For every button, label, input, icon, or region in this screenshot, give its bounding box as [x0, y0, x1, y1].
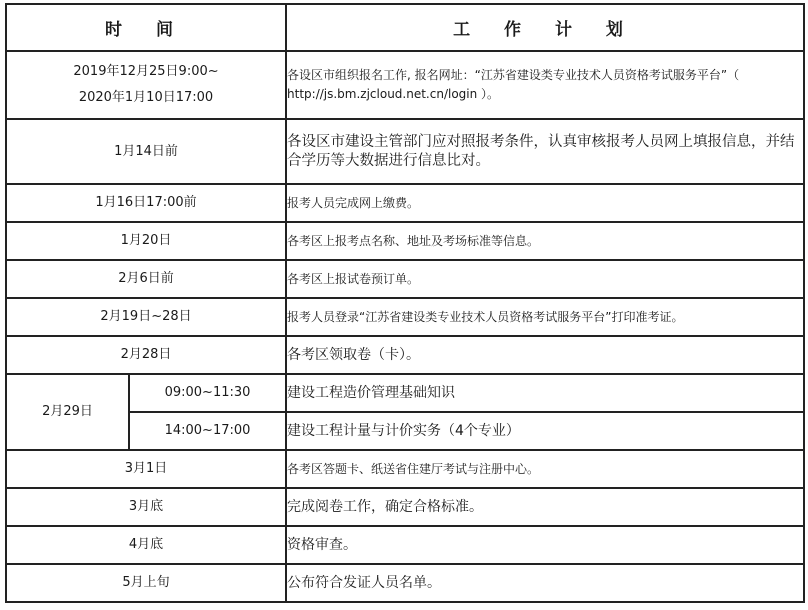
row-date: 2月29日: [6, 374, 129, 450]
row-time: 1月20日: [6, 222, 286, 260]
table-row: [6, 336, 804, 374]
row-plan: 各考区答题卡、纸送省住建厅考试与注册中心。: [286, 450, 804, 488]
row-time: 4月底: [6, 526, 286, 564]
row-plan: 各考区领取卷（卡）。: [286, 336, 804, 374]
row-plan: 各设区市建设主管部门应对照报考条件，认真审核报考人员网上填报信息，并结合学历等大数据进行信息比对。: [286, 119, 804, 184]
table-row: [6, 184, 804, 222]
table-row: [6, 526, 804, 564]
table-row: [6, 374, 804, 412]
row-time-line2: 2020年1月10日17:00: [78, 90, 214, 105]
exam-schedule-table: [5, 3, 805, 603]
row-time: 3月底: [6, 488, 286, 526]
row-plan: 报考人员登录“江苏省建设类专业技术人员资格考试服务平台”打印准考证。: [286, 298, 804, 336]
row-time: 1月14日前: [6, 119, 286, 184]
row-time: 5月上旬: [6, 564, 286, 602]
row-plan: 完成阅卷工作，确定合格标准。: [286, 488, 804, 526]
table-row: [6, 564, 804, 602]
session-plan: 建设工程计量与计价实务（4个专业）: [286, 412, 804, 450]
row-plan: 各考区上报试卷预订单。: [286, 260, 804, 298]
row-time-line1: 2019年12月25日9:00~: [73, 64, 219, 79]
row-time: 2月6日前: [6, 260, 286, 298]
header-time: 时 间: [6, 4, 286, 51]
table-row: [6, 488, 804, 526]
table-row: [6, 450, 804, 488]
session-time: 09:00~11:30: [129, 374, 286, 412]
row-time: 1月16日17:00前: [6, 184, 286, 222]
header-plan: 工 作 计 划: [286, 4, 804, 51]
session-time: 14:00~17:00: [129, 412, 286, 450]
row-plan: 各考区上报考点名称、地址及考场标准等信息。: [286, 222, 804, 260]
row-plan: 报考人员完成网上缴费。: [286, 184, 804, 222]
table-row: [6, 260, 804, 298]
table-row: [6, 298, 804, 336]
row-time: 2月19日~28日: [6, 298, 286, 336]
row-plan: 资格审查。: [286, 526, 804, 564]
row-time: 3月1日: [6, 450, 286, 488]
row-time: [6, 51, 286, 119]
table-row: [6, 119, 804, 184]
row-time: 2月28日: [6, 336, 286, 374]
table-row: [6, 51, 804, 119]
row-plan: 各设区市组织报名工作, 报名网址：“江苏省建设类专业技术人员资格考试服务平台”（ http://js.bm.zjcloud.net.cn/login ）。: [286, 51, 804, 119]
session-plan: 建设工程造价管理基础知识: [286, 374, 804, 412]
table-header-row: [6, 4, 804, 51]
table-row: [6, 222, 804, 260]
row-plan: 公布符合发证人员名单。: [286, 564, 804, 602]
